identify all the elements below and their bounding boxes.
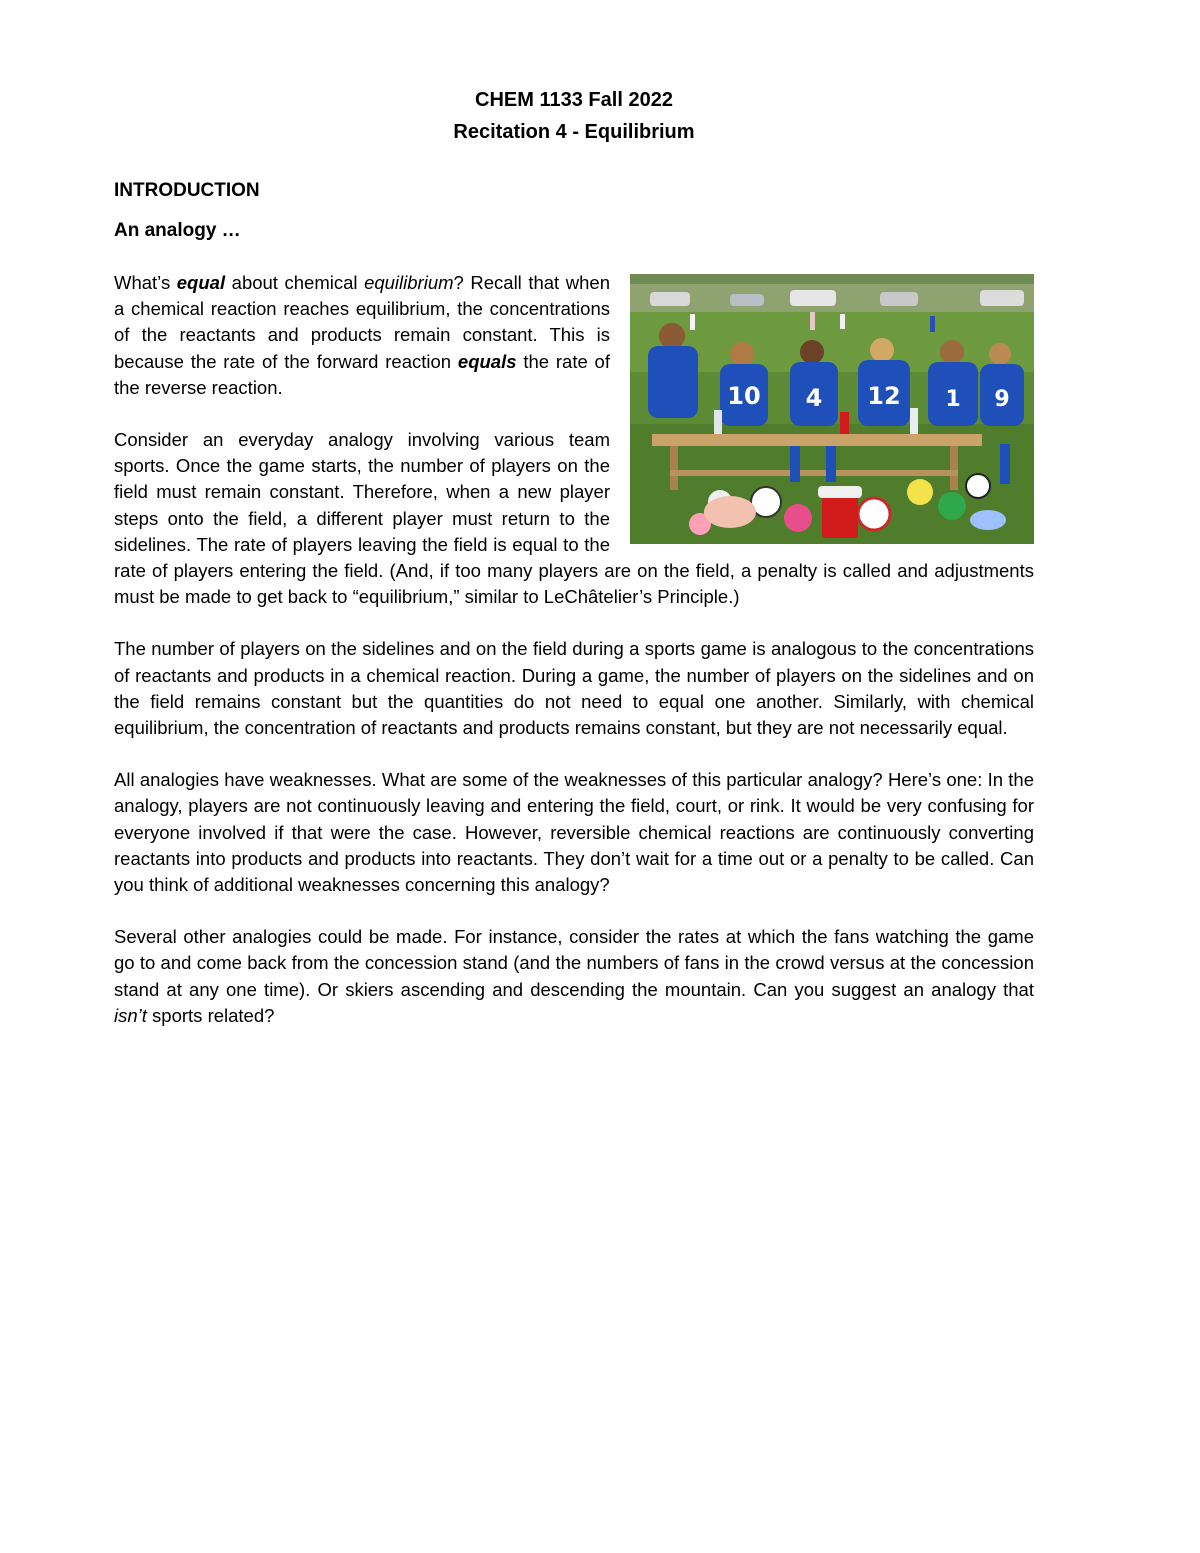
paragraph-1: What’s equal about chemical equilibrium? Recall that when a chemical reaction reaches equilibrium, the concentrations of the reactants and products remain constant. This is because the rate of the forward reaction equals the rate of the reverse reaction. — [114, 272, 610, 398]
course-title: CHEM 1133 Fall 2022 — [475, 89, 673, 111]
section-heading: INTRODUCTION — [114, 180, 260, 201]
sub-heading: An analogy … — [114, 220, 241, 241]
team-bench-photo — [630, 274, 1034, 544]
paragraph-4: All analogies have weaknesses. What are some of the weaknesses of this particular analogy? Here’s one: In the analogy, players are not continuously leaving and entering the field, court, or rink. It would be very confusing for everyone involved if that were the case. However, reversible chemical reactions are continuously converting reactants into products and products into reactants. They don’t wait for a time out or a penalty to be called. Can you think of additional weaknesses concerning this analogy? — [114, 769, 1034, 896]
team-bench-illustration — [630, 274, 1034, 544]
paragraph-2: Consider an everyday analogy involving various team sports. Once the game starts, the number of players on the field must remain constant. Therefore, when a new player steps onto the field, a different player must return to the sidelines. The rate of players leaving the field is equal to the rate of players entering the field. (And, if too many players are on the field, a penalty is called and adjustments must be made to get back to “equilibrium,” similar to LeChâtelier’s Principle.) — [114, 429, 1034, 608]
jersey-number: 1 — [945, 387, 961, 412]
emphasis-isnt: isn’t — [114, 1004, 147, 1026]
document-page — [114, 84, 1034, 1055]
emphasis-equal: equal — [176, 272, 226, 293]
emphasis-equilibrium: equilibrium — [364, 272, 454, 293]
paragraph-5: Several other analogies could be made. For instance, consider the rates at which the fans watching the game go to and come back from the concession stand (and the numbers of fans in the crowd versus at the concession stand at any one time). Or skiers ascending and descending the mountain. Can you suggest an analogy that isn’t sports related? — [114, 926, 1034, 1026]
jersey-number: 10 — [727, 382, 761, 410]
recitation-title: Recitation 4 - Equilibrium — [453, 121, 695, 143]
paragraph-3: The number of players on the sidelines and on the field during a sports game is analogous to the concentrations of reactants and products in a chemical reaction. During a game, the number of players on the sidelines and on the field remains constant but the quantities do not need to equal one another. Similarly, with chemical equilibrium, the concentration of reactants and products remains constant, but they are not necessarily equal. — [114, 638, 1034, 739]
jersey-number: 12 — [867, 382, 901, 410]
jersey-number: 9 — [994, 387, 1010, 412]
jersey-number: 4 — [805, 384, 823, 412]
emphasis-equals: equals — [457, 350, 517, 372]
